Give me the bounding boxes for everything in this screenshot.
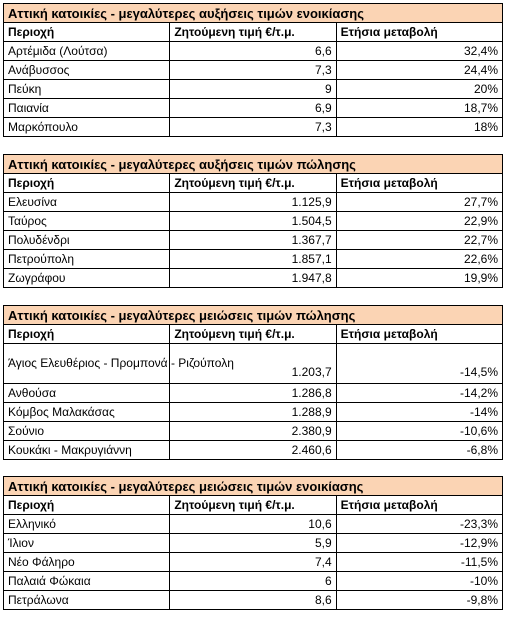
header-change: Ετήσια μεταβολή: [336, 174, 502, 193]
table-title: Αττική κατοικίες - μεγαλύτερες αυξήσεις τιμών πώλησης: [4, 155, 503, 174]
table-row: [4, 42, 503, 61]
cell-price: 1.203,7: [170, 344, 336, 384]
cell-price: 1.125,9: [170, 193, 336, 212]
table-row: [4, 118, 503, 137]
header-area: Περιοχή: [4, 23, 170, 42]
cell-change: -10%: [336, 572, 502, 591]
cell-area: Αρτέμιδα (Λούτσα): [4, 42, 170, 61]
header-area: Περιοχή: [4, 325, 170, 344]
cell-change: 22,9%: [336, 212, 502, 231]
cell-change: -14%: [336, 403, 502, 422]
cell-area: Άγιος Ελευθέριος - Προμπονά - Ριζούπολη: [4, 344, 170, 384]
cell-price: 1.947,8: [170, 269, 336, 288]
table-row: [4, 515, 503, 534]
table-row: [4, 344, 503, 384]
table-row: [4, 212, 503, 231]
cell-change: -10,6%: [336, 422, 502, 441]
header-change: Ετήσια μεταβολή: [336, 325, 502, 344]
table-title-row: [4, 4, 503, 23]
table-header-row: [4, 23, 503, 42]
cell-area: Νέο Φάληρο: [4, 553, 170, 572]
cell-area: Πεύκη: [4, 80, 170, 99]
table-row: [4, 553, 503, 572]
table-row: [4, 80, 503, 99]
cell-change: -6,8%: [336, 441, 502, 460]
cell-change: -14,2%: [336, 384, 502, 403]
cell-change: 22,6%: [336, 250, 502, 269]
rent-increase-table: [3, 3, 503, 137]
header-price: Ζητούμενη τιμή €/τ.μ.: [170, 23, 336, 42]
cell-price: 2.380,9: [170, 422, 336, 441]
table-row: [4, 572, 503, 591]
cell-price: 8,6: [170, 591, 336, 610]
cell-area: Ελευσίνα: [4, 193, 170, 212]
cell-change: -23,3%: [336, 515, 502, 534]
cell-area: Σούνιο: [4, 422, 170, 441]
table-title: Αττική κατοικίες - μεγαλύτερες μειώσεις τιμών πώλησης: [4, 306, 503, 325]
table-title: Αττική κατοικίες - μεγαλύτερες αυξήσεις τιμών ενοικίασης: [4, 4, 503, 23]
header-area: Περιοχή: [4, 174, 170, 193]
table-title: Αττική κατοικίες - μεγαλύτερες μειώσεις τιμών ενοικίασης: [4, 477, 503, 496]
sale-decrease-table: [3, 305, 503, 460]
cell-change: 18,7%: [336, 99, 502, 118]
cell-price: 5,9: [170, 534, 336, 553]
table-row: [4, 384, 503, 403]
rent-decrease-table: [3, 476, 503, 610]
cell-change: -14,5%: [336, 344, 502, 384]
cell-area: Κόμβος Μαλακάσας: [4, 403, 170, 422]
sale-increase-table: [3, 154, 503, 288]
table-header-row: [4, 174, 503, 193]
table-header-row: [4, 325, 503, 344]
cell-price: 6,6: [170, 42, 336, 61]
table-row: [4, 591, 503, 610]
cell-area: Ταύρος: [4, 212, 170, 231]
cell-price: 10,6: [170, 515, 336, 534]
cell-price: 2.460,6: [170, 441, 336, 460]
cell-price: 6: [170, 572, 336, 591]
cell-area: Πολυδένδρι: [4, 231, 170, 250]
header-change: Ετήσια μεταβολή: [336, 496, 502, 515]
cell-area: Ελληνικό: [4, 515, 170, 534]
table-row: [4, 61, 503, 80]
cell-area: Ίλιον: [4, 534, 170, 553]
cell-price: 1.504,5: [170, 212, 336, 231]
cell-area: Ανθούσα: [4, 384, 170, 403]
cell-change: 18%: [336, 118, 502, 137]
table-row: [4, 231, 503, 250]
cell-area: Ζωγράφου: [4, 269, 170, 288]
header-change: Ετήσια μεταβολή: [336, 23, 502, 42]
cell-area: Παιανία: [4, 99, 170, 118]
cell-price: 7,3: [170, 118, 336, 137]
cell-change: 27,7%: [336, 193, 502, 212]
cell-change: 20%: [336, 80, 502, 99]
cell-change: -12,9%: [336, 534, 502, 553]
header-price: Ζητούμενη τιμή €/τ.μ.: [170, 496, 336, 515]
header-price: Ζητούμενη τιμή €/τ.μ.: [170, 325, 336, 344]
table-row: [4, 441, 503, 460]
table-row: [4, 193, 503, 212]
cell-change: 19,9%: [336, 269, 502, 288]
header-price: Ζητούμενη τιμή €/τ.μ.: [170, 174, 336, 193]
cell-price: 1.286,8: [170, 384, 336, 403]
cell-area: Ανάβυσσος: [4, 61, 170, 80]
cell-change: -9,8%: [336, 591, 502, 610]
cell-price: 1.857,1: [170, 250, 336, 269]
cell-area: Μαρκόπουλο: [4, 118, 170, 137]
cell-price: 6,9: [170, 99, 336, 118]
cell-price: 7,4: [170, 553, 336, 572]
cell-change: 32,4%: [336, 42, 502, 61]
cell-price: 1.288,9: [170, 403, 336, 422]
table-row: [4, 99, 503, 118]
cell-area: Πετράλωνα: [4, 591, 170, 610]
table-title-row: [4, 306, 503, 325]
cell-change: 22,7%: [336, 231, 502, 250]
cell-area: Πετρούπολη: [4, 250, 170, 269]
table-row: [4, 534, 503, 553]
cell-change: 24,4%: [336, 61, 502, 80]
cell-price: 1.367,7: [170, 231, 336, 250]
cell-price: 7,3: [170, 61, 336, 80]
cell-area: Κουκάκι - Μακρυγιάννη: [4, 441, 170, 460]
header-area: Περιοχή: [4, 496, 170, 515]
table-row: [4, 250, 503, 269]
cell-change: -11,5%: [336, 553, 502, 572]
table-header-row: [4, 496, 503, 515]
table-row: [4, 269, 503, 288]
table-row: [4, 403, 503, 422]
table-title-row: [4, 155, 503, 174]
cell-price: 9: [170, 80, 336, 99]
cell-area: Παλαιά Φώκαια: [4, 572, 170, 591]
table-title-row: [4, 477, 503, 496]
table-row: [4, 422, 503, 441]
